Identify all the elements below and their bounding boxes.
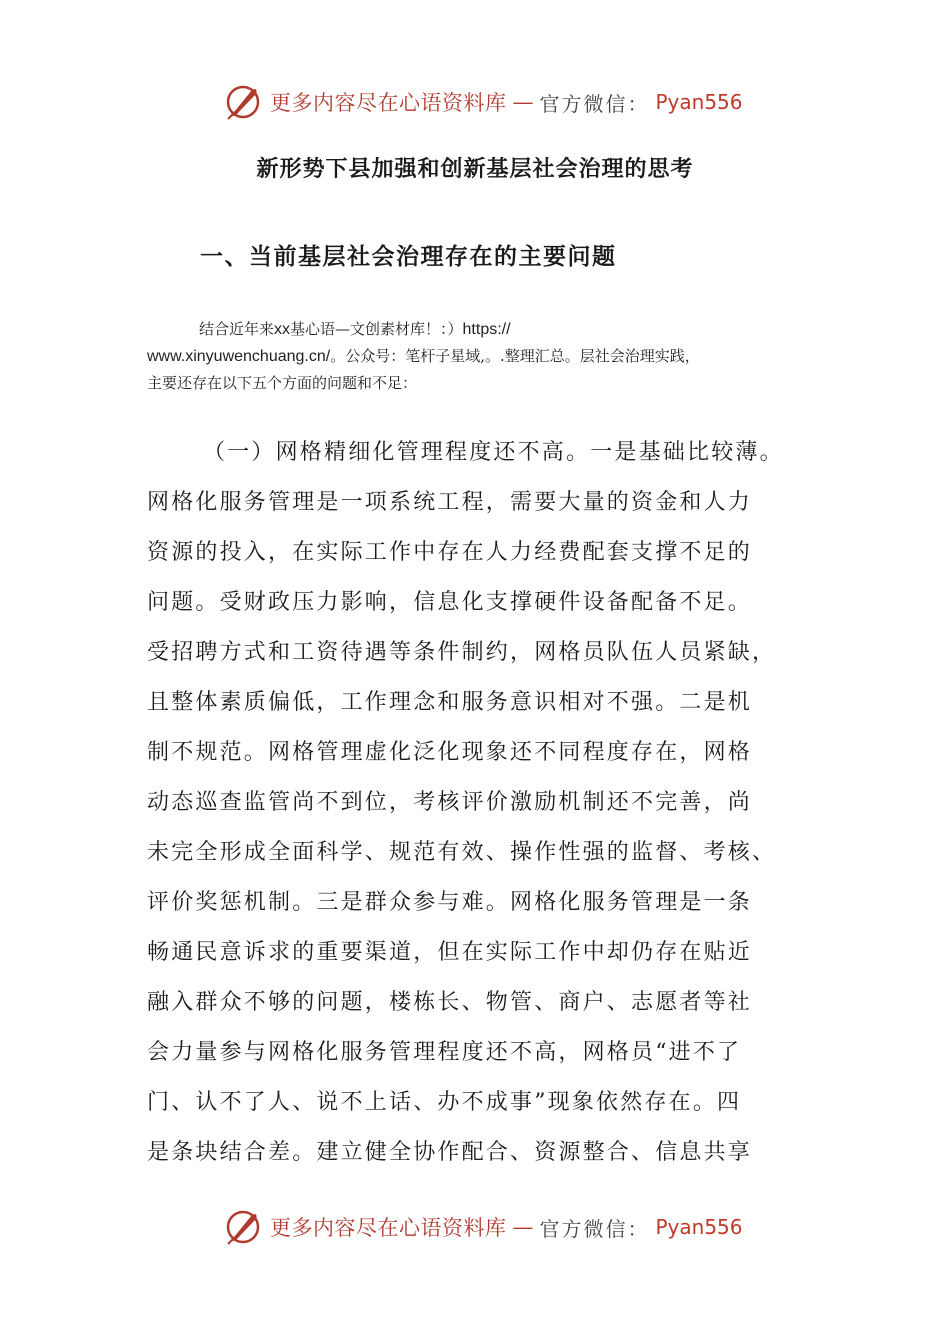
intro-url-scheme[interactable]: https:// <box>462 321 511 338</box>
banner-brand-text: 更多内容尽在心语资料库 <box>270 1216 507 1240</box>
paragraph-line: 门、认不了人、说不上话、办不成事”现象依然存在。四 <box>147 1090 742 1115</box>
intro-xx: xx <box>274 321 291 338</box>
paragraph-line: 畅通民意诉求的重要渠道，但在实际工作中却仍存在贴近 <box>147 940 753 965</box>
paragraph-line: （一）网格精细化管理程度还不高。一是基础比较薄。 <box>203 440 784 465</box>
banner-dash: — <box>512 90 534 114</box>
paragraph-line: 是条块结合差。建立健全协作配合、资源整合、信息共享 <box>147 1140 753 1165</box>
paragraph-line: 未完全形成全面科学、规范有效、操作性强的监督、考核、 <box>147 840 777 865</box>
banner-wechat-id: Pyan556 <box>655 1215 743 1239</box>
document-title: 新形势下县加强和创新基层社会治理的思考 <box>256 157 694 182</box>
paragraph-line: 会力量参与网格化服务管理程度还不高，网格员“进不了 <box>147 1040 742 1065</box>
banner-wechat-label: 官方微信： <box>539 91 650 116</box>
intro-line-2-rest: 。公众号：笔杆子星域,。.整理汇总。层社会治理实践， <box>330 347 700 365</box>
body-paragraph <box>147 428 807 1178</box>
intro-line-3: 主要还存在以下五个方面的问题和不足： <box>147 374 418 392</box>
intro-line-2 <box>147 343 812 370</box>
intro-prefix: 结合近年来 <box>199 320 275 338</box>
intro-mid: 基心语—文创素材库！：） <box>290 320 463 338</box>
section-heading: 一、当前基层社会治理存在的主要问题 <box>200 244 617 270</box>
quill-logo-icon <box>222 81 264 123</box>
intro-url-domain[interactable]: www.xinyuwenchuang.cn/ <box>147 348 331 365</box>
paragraph-line: 动态巡查监管尚不到位，考核评价激励机制还不完善，尚 <box>147 790 753 815</box>
paragraph-line: 问题。受财政压力影响，信息化支撑硬件设备配备不足。 <box>147 590 753 615</box>
paragraph-line: 且整体素质偏低，工作理念和服务意识相对不强。二是机 <box>147 690 753 715</box>
paragraph-line: 评价奖惩机制。三是群众参与难。网格化服务管理是一条 <box>147 890 753 915</box>
intro-line-1 <box>147 316 812 343</box>
footer-banner <box>222 1205 743 1249</box>
paragraph-line: 融入群众不够的问题，楼栋长、物管、商户、志愿者等社 <box>147 990 753 1015</box>
banner-brand-text: 更多内容尽在心语资料库 <box>270 91 507 115</box>
banner-wechat-label: 官方微信： <box>539 1216 650 1241</box>
header-banner <box>222 80 743 124</box>
paragraph-line: 资源的投入，在实际工作中存在人力经费配套支撑不足的 <box>147 540 753 565</box>
quill-logo-icon <box>222 1206 264 1248</box>
intro-paragraph <box>147 316 812 396</box>
paragraph-line: 受招聘方式和工资待遇等条件制约，网格员队伍人员紧缺， <box>147 640 777 665</box>
paragraph-line: 网格化服务管理是一项系统工程，需要大量的资金和人力 <box>147 490 753 515</box>
paragraph-line: 制不规范。网格管理虚化泛化现象还不同程度存在，网格 <box>147 740 753 765</box>
banner-dash: — <box>512 1215 534 1239</box>
banner-wechat-id: Pyan556 <box>655 90 743 114</box>
